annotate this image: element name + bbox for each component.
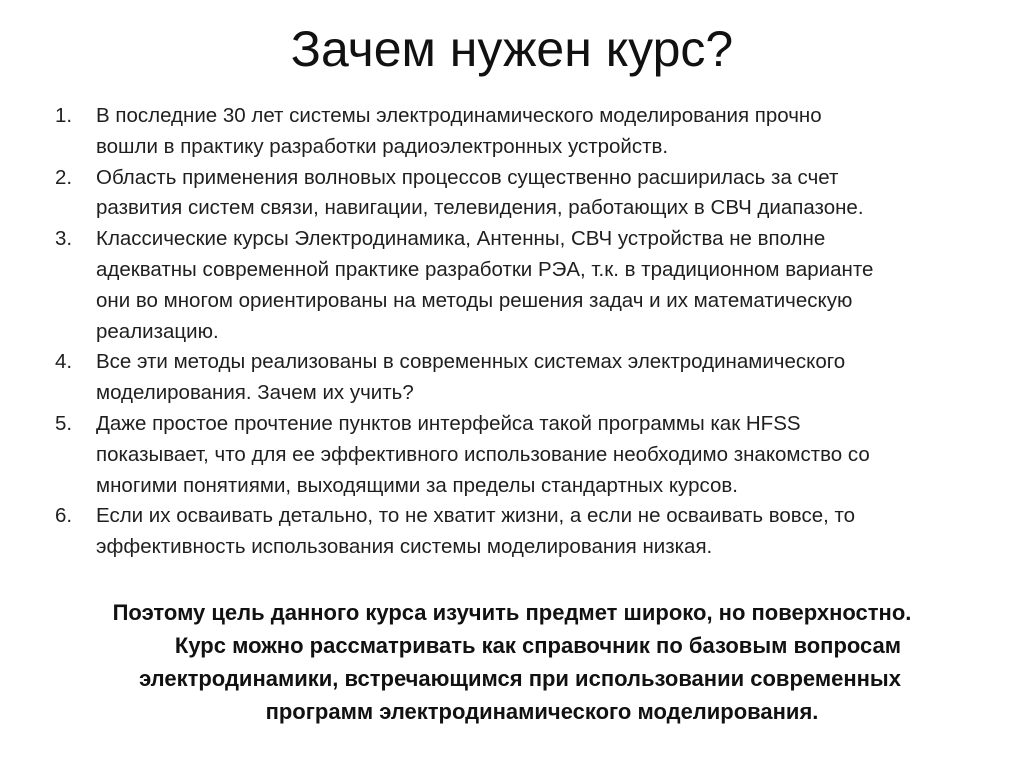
list-item-number: 4. bbox=[55, 350, 73, 374]
list-item-text-line: вошли в практику разработки радиоэлектронных устройств. bbox=[96, 134, 669, 158]
list-item bbox=[0, 101, 1010, 163]
list-item-text-line: Если их осваивать детально, то не хватит жизни, а если не осваивать вовсе, то bbox=[96, 504, 856, 528]
conclusion-line: Поэтому цель данного курса изучить предмет широко, но поверхностно. bbox=[112, 600, 912, 625]
slide-title: Зачем нужен курс? bbox=[290, 21, 734, 77]
list-item-text-line: реализацию. bbox=[96, 319, 219, 343]
list-item-text-line: адекватны современной практике разработки РЭА, т.к. в традиционном варианте bbox=[96, 257, 874, 281]
list-item-text-line: они во многом ориентированы на методы решения задач и их математическую bbox=[96, 288, 853, 312]
list-item-number: 6. bbox=[55, 504, 73, 528]
list-item bbox=[0, 224, 1010, 347]
list-item-text-line: Классические курсы Электродинамика, Антенны, СВЧ устройства не вполне bbox=[96, 227, 826, 251]
list-item-text-line: В последние 30 лет системы электродинамического моделирования прочно bbox=[96, 104, 822, 127]
list-item-text-line: Все эти методы реализованы в современных системах электродинамического bbox=[96, 350, 846, 374]
conclusion-line: программ электродинамического моделирования. bbox=[265, 699, 819, 724]
list-item-number: 3. bbox=[55, 227, 73, 251]
conclusion-line: Курс можно рассматривать как справочник по базовым вопросам bbox=[174, 633, 902, 658]
numbered-list bbox=[0, 101, 1010, 563]
list-item-text-line: развития систем связи, навигации, телевидения, работающих в СВЧ диапазоне. bbox=[96, 196, 864, 220]
list-item-number: 2. bbox=[55, 165, 73, 189]
list-item-number: 1. bbox=[55, 104, 73, 127]
list-item-text-line: показывает, что для ее эффективного использование необходимо знакомство со bbox=[96, 442, 870, 466]
list-item bbox=[0, 501, 1010, 563]
conclusion-line: электродинамики, встречающимся при использовании современных bbox=[139, 666, 901, 691]
list-item-text-line: моделирования. Зачем их учить? bbox=[96, 381, 414, 405]
conclusion-paragraph bbox=[0, 596, 1024, 728]
list-item-text-line: Область применения волновых процессов существенно расширилась за счет bbox=[96, 165, 839, 189]
list-item bbox=[0, 409, 1010, 501]
list-item-text-line: Даже простое прочтение пунктов интерфейса такой программы как HFSS bbox=[96, 411, 801, 435]
list-item-text-line: многими понятиями, выходящими за пределы стандартных курсов. bbox=[96, 473, 738, 497]
list-item-number: 5. bbox=[55, 411, 73, 435]
list-item-text-line: эффективность использования системы моделирования низкая. bbox=[96, 535, 713, 559]
list-item bbox=[0, 347, 1010, 409]
list-item bbox=[0, 163, 1010, 225]
